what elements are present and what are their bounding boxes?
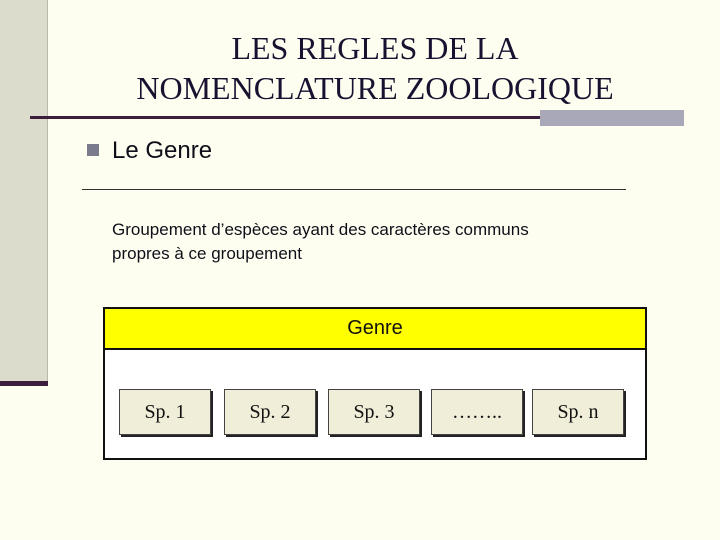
left-decor-bar <box>0 0 48 382</box>
species-box-2: Sp. 2 <box>224 389 316 435</box>
section-heading: Le Genre <box>112 137 213 164</box>
section-separator <box>82 189 626 190</box>
title-line-1: LES REGLES DE LA <box>231 30 519 66</box>
title-underline-accent <box>540 110 684 126</box>
slide-title <box>60 28 690 108</box>
genre-diagram <box>103 307 647 460</box>
species-box-3: Sp. 3 <box>328 389 420 435</box>
title-underline <box>30 116 550 119</box>
definition-text <box>112 218 672 266</box>
species-box-ellipsis: …….. <box>431 389 523 435</box>
species-box-n: Sp. n <box>532 389 624 435</box>
title-line-2: NOMENCLATURE ZOOLOGIQUE <box>136 70 614 106</box>
species-row <box>119 389 639 437</box>
definition-line-2: propres à ce groupement <box>112 244 302 263</box>
definition-line-1: Groupement d’espèces ayant des caractères communs <box>112 220 529 239</box>
bullet-square-icon <box>87 144 99 156</box>
species-box-1: Sp. 1 <box>119 389 211 435</box>
left-decor-bar-foot <box>0 381 48 386</box>
genre-header: Genre <box>105 309 645 350</box>
